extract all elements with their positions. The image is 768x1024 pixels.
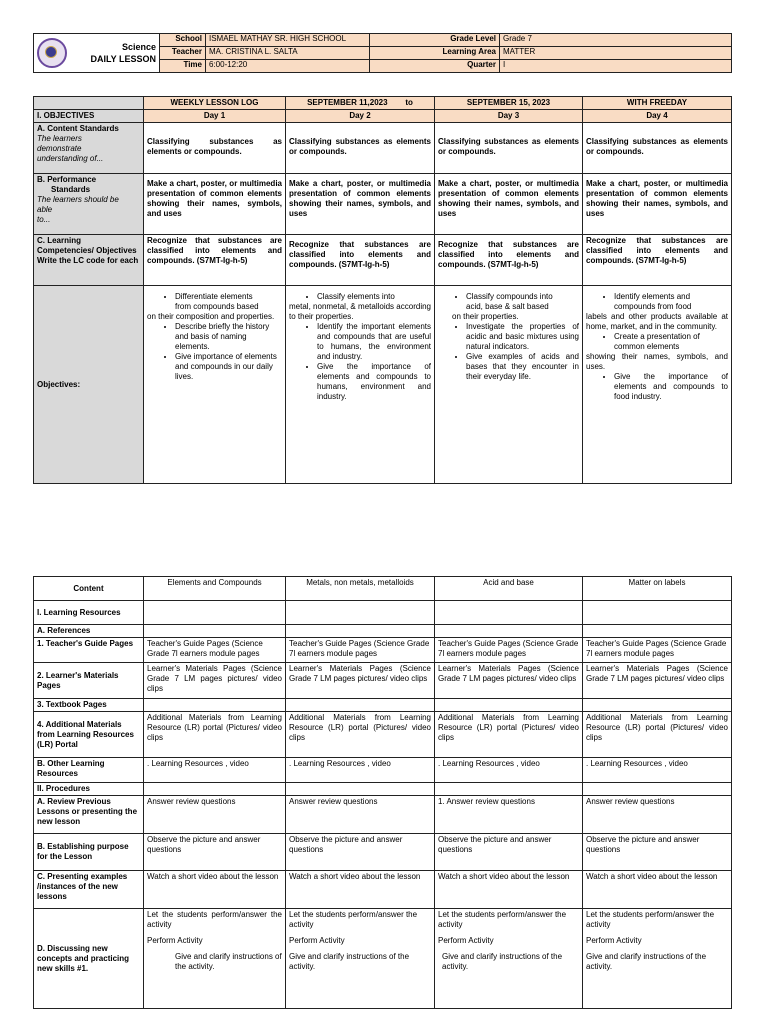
content-standards-sub-1: The learners: [37, 134, 82, 143]
content-standards-day3: Classifying substances as elements or compounds.: [435, 123, 583, 174]
header-label-grade: Grade Level: [370, 34, 500, 47]
day-4-header: Day 4: [583, 110, 732, 123]
review-day4: Answer review questions: [583, 796, 732, 834]
discussing-day2: [286, 909, 435, 1009]
lm-day4: Learner's Materials Pages (Science Grade 7 LM pages pictures/ video clips: [583, 663, 732, 699]
obj-day2-b2: • Identify the important elements and compounds that are useful to humans, the environment and industry.: [317, 322, 431, 362]
obj-day1-b1-cont: from compounds based: [175, 302, 259, 311]
other-day1: . Learning Resources , video: [144, 758, 286, 783]
header-value-school: ISMAEL MATHAY SR. HIGH SCHOOL: [206, 34, 370, 47]
discussing-day2-p1: Let the students perform/answer the activity: [289, 910, 418, 929]
lr-empty-4: [583, 601, 732, 625]
tg-day4: Teacher's Guide Pages (Science Grade 7l earners module pages: [583, 638, 732, 663]
textbook-label: 3. Textbook Pages: [34, 699, 144, 712]
objectives-heading: I. OBJECTIVES: [34, 110, 144, 123]
content-standards-day1: Classifying substances as elements or compounds.: [144, 123, 286, 174]
discussing-day4-p3: Give and clarify instructions of the activity.: [586, 952, 707, 971]
discussing-day3-p1: Let the students perform/answer the activity: [438, 910, 567, 929]
performance-standards-day3: Make a chart, poster, or multimedia presentation of common elements showing their names, symbols, and uses: [435, 174, 583, 235]
add-day2: Additional Materials from Learning Resource (LR) portal (Pictures/ video clips: [286, 712, 435, 758]
obj-day3-b3: • Give examples of acids and bases that they encounter in their everyday life.: [466, 352, 579, 382]
discussing-day4: [583, 909, 732, 1009]
objectives-label: Objectives:: [34, 286, 144, 484]
discussing-day1-p3: Give and clarify instructions of the activity.: [175, 952, 282, 971]
obj-day2-b1: • Classify elements into: [317, 292, 431, 302]
discussing-day2-p3: Give and clarify instructions of the activity.: [289, 952, 410, 971]
obj-day4-b1-cont: compounds from food: [614, 302, 692, 311]
lm-day1: Learner's Materials Pages (Science Grade 7 LM pages pictures/ video clips: [144, 663, 286, 699]
performance-standards-day4: Make a chart, poster, or multimedia presentation of common elements showing their names, symbols, and uses: [583, 174, 732, 235]
discussing-day2-p2: Perform Activity: [289, 936, 345, 945]
obj-day1-b2: • Describe briefly the history and basis of naming elements.: [175, 322, 282, 352]
discussing-day3-p3: Give and clarify instructions of the activity.: [442, 952, 563, 971]
proc-empty-1: [144, 783, 286, 796]
header-label-quarter: Quarter: [370, 60, 500, 73]
discussing-day1: [144, 909, 286, 1009]
performance-sub-1: The learners should be: [37, 195, 119, 204]
other-day2: . Learning Resources , video: [286, 758, 435, 783]
purpose-day3: Observe the picture and answer questions: [435, 834, 583, 871]
proc-empty-3: [435, 783, 583, 796]
content-standards-sub-2: demonstrate: [37, 144, 82, 153]
ref-empty-4: [583, 625, 732, 638]
content-standards-day2: Classifying substances as elements or compounds.: [286, 123, 435, 174]
procedures-table: [33, 576, 732, 1009]
discussing-day4-p1: Let the students perform/answer the activity: [586, 910, 715, 929]
discussing-day1-p1: Let the students perform/answer the activity: [147, 910, 282, 929]
add-day4: Additional Materials from Learning Resource (LR) portal (Pictures/ video clips: [583, 712, 732, 758]
competencies-day3: Recognize that substances are classified into elements and compounds. (S7MT-Ig-h-5): [435, 235, 583, 286]
day-1-header: Day 1: [144, 110, 286, 123]
date-start-text: SEPTEMBER 11,2023: [307, 98, 388, 107]
purpose-day2: Observe the picture and answer questions: [286, 834, 435, 871]
obj-day4-b3: • Give the importance of elements and compounds to food industry.: [614, 372, 728, 402]
performance-standards-label: B. Performance: [37, 175, 97, 184]
obj-day4-b2-cont: common elements: [614, 342, 680, 351]
obj-day1-b1-text: Differentiate elements: [175, 292, 253, 301]
lm-day3: Learner's Materials Pages (Science Grade 7 LM pages pictures/ video clips: [435, 663, 583, 699]
tb-empty-1: [144, 699, 286, 712]
header-title-daily-lesson: DAILY LESSON: [90, 54, 156, 64]
ref-empty-3: [435, 625, 583, 638]
performance-standards-label-cell: [34, 174, 144, 235]
topic-day2: Metals, non metals, metalloids: [286, 577, 435, 601]
deped-seal-icon: [37, 38, 67, 68]
obj-day4-b1-text: Identify elements and: [614, 292, 691, 301]
objectives-day2: [286, 286, 435, 484]
purpose-label: B. Establishing purpose for the Lesson: [34, 834, 144, 871]
header-value-teacher: MA. CRISTINA L. SALTA: [206, 47, 370, 60]
obj-day4-cont: labels and other products available at home, market, and in the community.: [586, 312, 728, 331]
obj-day3-b1-cont: acid, base & salt based: [466, 302, 549, 311]
content-standards-day4: Classifying substances as elements or compounds.: [583, 123, 732, 174]
lm-label: 2. Learner's Materials Pages: [34, 663, 144, 699]
discussing-day1-p2: Perform Activity: [147, 936, 203, 945]
tg-day3: Teacher's Guide Pages (Science Grade 7l earners module pages: [435, 638, 583, 663]
obj-day4-b1: [614, 292, 728, 312]
obj-day1-b3: • Give importance of elements and compounds in our daily lives.: [175, 352, 282, 382]
presenting-day4: Watch a short video about the lesson: [583, 871, 732, 909]
purpose-day4: Observe the picture and answer questions: [583, 834, 732, 871]
additional-materials-label: 4. Additional Materials from Learning Resources (LR) Portal: [34, 712, 144, 758]
day-3-header: Day 3: [435, 110, 583, 123]
topic-day1: Elements and Compounds: [144, 577, 286, 601]
obj-day4-cont2: showing their names, symbols, and uses.: [586, 352, 728, 371]
discussing-day4-p2: Perform Activity: [586, 936, 642, 945]
ref-empty-1: [144, 625, 286, 638]
tb-empty-3: [435, 699, 583, 712]
content-standards-label: A. Content Standards: [37, 124, 119, 133]
header-label-area: Learning Area: [370, 47, 500, 60]
performance-standards-day2: Make a chart, poster, or multimedia presentation of common elements showing their names, symbols, and uses: [286, 174, 435, 235]
date-to-text: to: [405, 98, 413, 107]
tb-empty-4: [583, 699, 732, 712]
obj-day4-b2-text: Create a presentation of: [614, 332, 700, 341]
objectives-day1: [144, 286, 286, 484]
obj-day4-b2: [614, 332, 728, 352]
discussing-label: D. Discussing new concepts and practicing new skills #1.: [34, 909, 144, 1009]
header-title-science: Science: [121, 42, 156, 52]
day-2-header: Day 2: [286, 110, 435, 123]
obj-day3-cont: on their properties.: [452, 312, 519, 321]
review-day3: 1. Answer review questions: [435, 796, 583, 834]
header-value-quarter: I: [500, 60, 732, 73]
review-day1: Answer review questions: [144, 796, 286, 834]
tg-day2: Teacher's Guide Pages (Science Grade 7l earners module pages: [286, 638, 435, 663]
obj-day3-b2: • Investigate the properties of acidic and basic mixtures using natural indicators.: [466, 322, 579, 352]
performance-sub-3: to...: [37, 215, 51, 224]
competencies-day4: Recognize that substances are classified into elements and compounds. (S7MT-Ig-h-5): [583, 235, 732, 286]
tg-label: 1. Teacher's Guide Pages: [34, 638, 144, 663]
discussing-day3-p2: Perform Activity: [438, 936, 494, 945]
objectives-table: [33, 96, 732, 484]
performance-standards-label-2: Standards: [51, 185, 91, 194]
date-end: SEPTEMBER 15, 2023: [435, 97, 583, 110]
lr-empty-3: [435, 601, 583, 625]
header-label-teacher: Teacher: [160, 47, 206, 60]
header-label-time: Time: [160, 60, 206, 73]
add-day3: Additional Materials from Learning Resource (LR) portal (Pictures/ video clips: [435, 712, 583, 758]
purpose-day1: Observe the picture and answer questions: [144, 834, 286, 871]
corner-cell: [34, 97, 144, 110]
date-start: [286, 97, 435, 110]
other-day4: . Learning Resources , video: [583, 758, 732, 783]
presenting-day3: Watch a short video about the lesson: [435, 871, 583, 909]
freeday-label: WITH FREEDAY: [583, 97, 732, 110]
presenting-day1: Watch a short video about the lesson: [144, 871, 286, 909]
objectives-day3: [435, 286, 583, 484]
lm-day2: Learner's Materials Pages (Science Grade 7 LM pages pictures/ video clips: [286, 663, 435, 699]
tb-empty-2: [286, 699, 435, 712]
lr-empty-1: [144, 601, 286, 625]
ref-empty-2: [286, 625, 435, 638]
discussing-day3: [435, 909, 583, 1009]
header-label-school: School: [160, 34, 206, 47]
other-day3: . Learning Resources , video: [435, 758, 583, 783]
header-value-time: 6:00-12:20: [206, 60, 370, 73]
content-label: Content: [34, 577, 144, 601]
review-label: A. Review Previous Lessons or presenting the new lesson: [34, 796, 144, 834]
lr-empty-2: [286, 601, 435, 625]
other-resources-label: B. Other Learning Resources: [34, 758, 144, 783]
review-day2: Answer review questions: [286, 796, 435, 834]
add-day1: Additional Materials from Learning Resource (LR) portal (Pictures/ video clips: [144, 712, 286, 758]
obj-day2-cont: metal, nonmetal, & metalloids according to their properties.: [289, 302, 431, 321]
tg-day1: Teacher's Guide Pages (Science Grade 7l earners module pages: [144, 638, 286, 663]
topic-day3: Acid and base: [435, 577, 583, 601]
competencies-day1: Recognize that substances are classified into elements and compounds. (S7MT-Ig-h-5): [144, 235, 286, 286]
competencies-label: C. Learning Competencies/ Objectives Write the LC code for each: [34, 235, 144, 286]
proc-empty-4: [583, 783, 732, 796]
presenting-day2: Watch a short video about the lesson: [286, 871, 435, 909]
obj-day1-b1: [175, 292, 282, 312]
obj-day2-b3: • Give the importance of elements and compounds to humans, environment and industry.: [317, 362, 431, 402]
header-table: [33, 33, 732, 73]
learning-resources-label: I. Learning Resources: [34, 601, 144, 625]
references-label: A. References: [34, 625, 144, 638]
obj-day1-cont: on their composition and properties.: [147, 312, 275, 321]
content-standards-sub-3: understanding of...: [37, 154, 104, 163]
header-value-area: MATTER: [500, 47, 732, 60]
obj-day3-b1: [466, 292, 579, 312]
objectives-day4: [583, 286, 732, 484]
obj-day3-b1-text: Classify compounds into: [466, 292, 553, 301]
header-value-grade: Grade 7: [500, 34, 732, 47]
competencies-day2: Recognize that substances are classified into elements and compounds. (S7MT-Ig-h-5): [286, 235, 435, 286]
performance-standards-day1: Make a chart, poster, or multimedia presentation of common elements showing their names, symbols, and uses: [144, 174, 286, 235]
performance-sub-2: able: [37, 205, 53, 214]
procedures-label: II. Procedures: [34, 783, 144, 796]
weekly-lesson-log-label: WEEKLY LESSON LOG: [144, 97, 286, 110]
presenting-label: C. Presenting examples /instances of the new lessons: [34, 871, 144, 909]
topic-day4: Matter on labels: [583, 577, 732, 601]
content-standards-label-cell: [34, 123, 144, 174]
proc-empty-2: [286, 783, 435, 796]
header-title-cell: [34, 34, 160, 73]
